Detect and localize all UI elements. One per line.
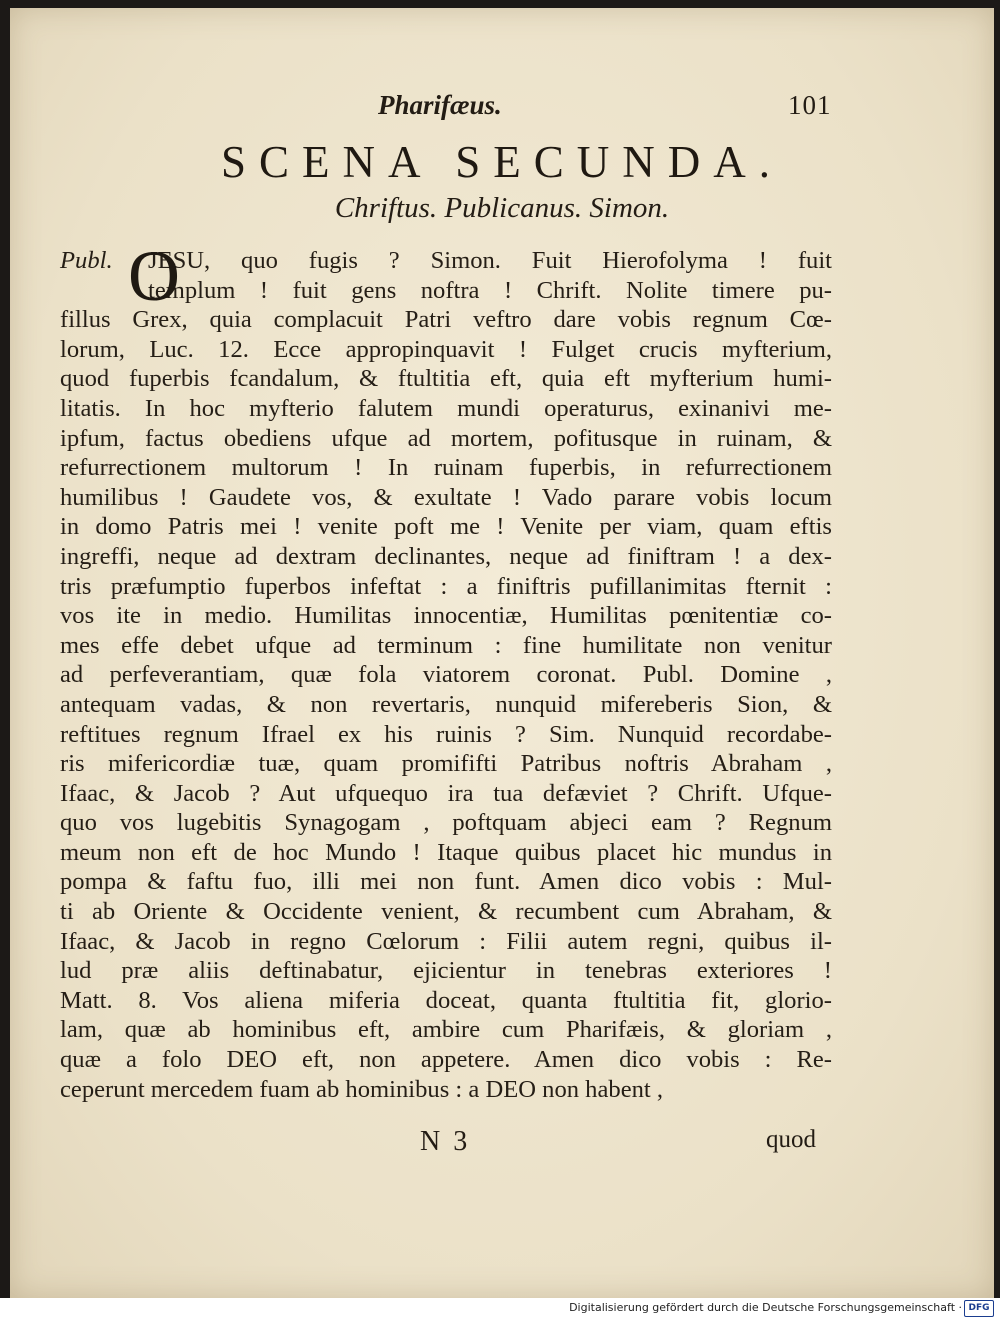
text-line-28: quæ a folo DEO eft, non appetere. Amen dico vobis : Re- <box>60 1046 832 1074</box>
text-line-26: Matt. 8. Vos aliena miferia doceat, quanta ftultitia fit, glorio- <box>60 986 832 1014</box>
book-page <box>10 8 994 1298</box>
credit-bar <box>0 1298 1000 1319</box>
text-line-29: ceperunt mercedem fuam ab hominibus : a DEO non habent , <box>60 1075 664 1103</box>
text-line-24: Ifaac, & Jacob in regno Cœlorum : Filii autem regni, quibus il- <box>60 927 832 955</box>
text-line-10: in domo Patris mei ! venite poft me ! Venite per viam, quam eftis <box>60 513 832 541</box>
text-line-3: fillus Grex, quia complacuit Patri veftro dare vobis regnum Cœ- <box>60 306 832 334</box>
text-line-15: ad perfeverantiam, quæ fola viatorem coronat. Publ. Domine , <box>60 661 832 689</box>
scene-characters: Chriftus. Publicanus. Simon. <box>334 192 670 224</box>
text-line-5: quod fuperbis fcandalum, & ftultitia eft, quia eft myfterium humi- <box>60 365 832 393</box>
text-line-22: pompa & faftu fuo, illi mei non funt. Amen dico vobis : Mul- <box>60 868 832 896</box>
text-line-14: mes effe debet ufque ad terminum : fine humilitate non venitur <box>60 631 832 659</box>
line-text: JESU, quo fugis ? Simon. Fuit Hierofolyma ! fuit <box>148 247 832 274</box>
speaker-label: Publ. <box>60 247 113 274</box>
funding-credit: Digitalisierung gefördert durch die Deutsche Forschungsgemeinschaft · <box>569 1301 962 1314</box>
text-line-11: ingreffi, neque ad dextram declinantes, neque ad finiftram ! a dex- <box>60 542 832 570</box>
text-line-19: Ifaac, & Jacob ? Aut ufquequo ira tua defæviet ? Chrift. Ufque- <box>60 779 832 807</box>
body-text <box>60 236 832 1104</box>
text-line-6: litatis. In hoc myfterio falutem mundi operaturus, exinanivi me- <box>60 394 832 422</box>
text-line-7: ipfum, factus obediens ufque ad mortem, pofitusque in ruinam, & <box>60 424 832 452</box>
dfg-logo-icon: DFG <box>964 1300 994 1317</box>
text-line-8: refurrectionem multorum ! In ruinam fuperbis, in refurrectionem <box>60 454 832 482</box>
page-header <box>10 90 994 130</box>
text-line-20: quo vos lugebitis Synagogam , poftquam abjeci eam ? Regnum <box>60 809 832 837</box>
running-head: Pharifæus. <box>378 90 502 120</box>
text-line-4: lorum, Luc. 12. Ecce appropinquavit ! Fulget crucis myfterium, <box>60 335 832 363</box>
text-line-18: ris mifericordiæ tuæ, quam promififti Patribus noftris Abraham , <box>60 750 832 778</box>
text-line-12: tris præfumptio fuperbos infeftat : a finiftris pufillanimitas fternit : <box>60 572 832 600</box>
text-line-16: antequam vadas, & non revertaris, nunquid mifereberis Sion, & <box>60 690 832 718</box>
text-line-17: reftitues regnum Ifrael ex his ruinis ? Sim. Nunquid recordabe- <box>60 720 832 748</box>
text-line-21: meum non eft de hoc Mundo ! Itaque quibus placet hic mundus in <box>60 838 832 866</box>
page-footer <box>10 1126 994 1166</box>
text-line-25: lud præ aliis deftinabatur, ejicientur in tenebras exteriores ! <box>60 957 832 985</box>
catchword: quod <box>766 1126 816 1153</box>
scene-title: SCENA SECUNDA. <box>220 137 784 187</box>
signature-mark: N 3 <box>420 1126 471 1157</box>
text-line-2: templum ! fuit gens noftra ! Chrift. Nolite timere pu- <box>148 276 832 304</box>
text-line-9: humilibus ! Gaudete vos, & exultate ! Vado parare vobis locum <box>60 483 832 511</box>
text-line-13: vos ite in medio. Humilitas innocentiæ, Humilitas pœnitentiæ co- <box>60 602 832 630</box>
drop-cap: O <box>128 236 180 316</box>
text-line-27: lam, quæ ab hominibus eft, ambire cum Pharifæis, & gloriam , <box>60 1016 832 1044</box>
page-number: 101 <box>788 90 832 120</box>
text-line-23: ti ab Oriente & Occidente venient, & recumbent cum Abraham, & <box>60 898 832 926</box>
